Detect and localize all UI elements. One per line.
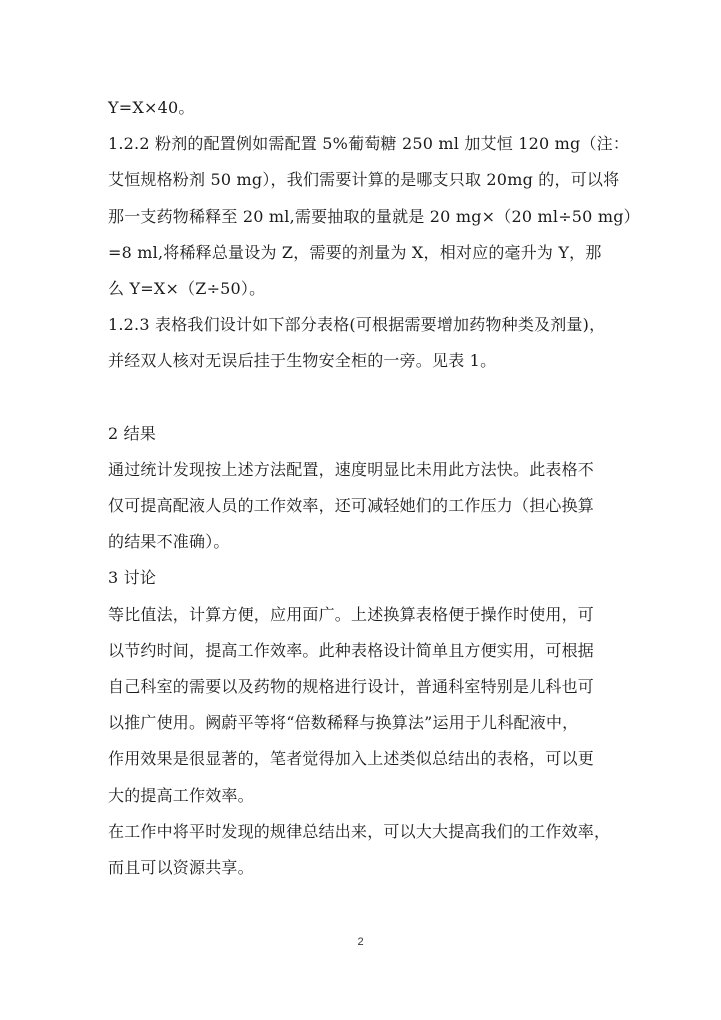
page-number: 2 <box>357 936 364 948</box>
section-heading-results: 2 结果 <box>108 423 157 443</box>
paragraph-line: 并经双人核对无误后挂于生物安全柜的一旁。见表 1。 <box>108 351 497 371</box>
paragraph-line: 艾恒规格粉剂 50 mg），我们需要计算的是哪支只取 20mg 的，可以将 <box>108 170 620 190</box>
paragraph-line: 等比值法，计算方便，应用面广。上述换算表格便于操作时使用，可 <box>108 604 595 624</box>
blank-line <box>108 380 628 416</box>
paragraph-line: 以节约时间，提高工作效率。此种表格设计简单且方便实用，可根据 <box>108 640 595 660</box>
paragraph-line: 1.2.3 表格我们设计如下部分表格(可根据需要增加药物种类及剂量)， <box>108 315 606 335</box>
body-text <box>108 90 640 886</box>
paragraph-line: 的结果不准确）。 <box>108 532 230 552</box>
paragraph-line: 大的提高工作效率。 <box>108 785 254 805</box>
paragraph-line: 仅可提高配液人员的工作效率，还可减轻她们的工作压力（担心换算 <box>108 496 595 516</box>
paragraph-line: 那一支药物稀释至 20 ml,需要抽取的量就是 20 mg×（20 ml÷50 mg） <box>108 206 640 226</box>
paragraph-line: 通过统计发现按上述方法配置，速度明显比未用此方法快。此表格不 <box>108 459 595 479</box>
paragraph-line: 1.2.2 粉剂的配置例如需配置 5%葡萄糖 250 ml 加艾恒 120 mg（注： <box>108 134 630 154</box>
paragraph-line: =8 ml,将稀释总量设为 Z，需要的剂量为 X，相对应的毫升为 Y，那 <box>108 242 602 262</box>
paragraph-line: 而且可以资源共享。 <box>108 857 254 877</box>
paragraph-line: 在工作中将平时发现的规律总结出来，可以大大提高我们的工作效率， <box>108 821 611 841</box>
paragraph-line: 以推广使用。阙蔚平等将“倍数稀释与换算法”运用于儿科配液中， <box>108 713 579 733</box>
formula-line: Y=X×40。 <box>108 98 195 117</box>
section-heading-discussion: 3 讨论 <box>108 568 157 588</box>
paragraph-line: 么 Y=X×（Z÷50）。 <box>108 278 266 298</box>
paragraph-line: 自己科室的需要以及药物的规格进行设计，普通科室特别是儿科也可 <box>108 677 595 696</box>
paragraph-line: 作用效果是很显著的，笔者觉得加入上述类似总结出的表格，可以更 <box>108 749 595 769</box>
